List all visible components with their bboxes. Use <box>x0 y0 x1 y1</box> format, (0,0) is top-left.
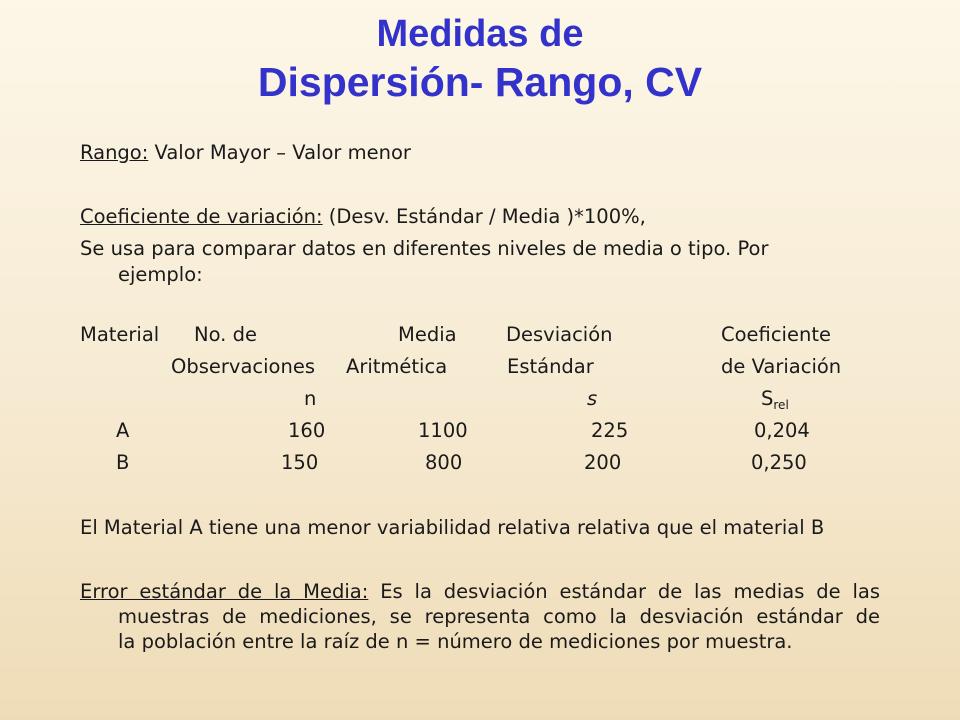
coeficiente-usage-line-2: ejemplo: <box>118 263 203 286</box>
rango-definition <box>80 141 411 165</box>
error-estandar-line-3: la población entre la raíz de n = número de mediciones por muestra. <box>118 630 793 653</box>
row-b-media: 800 <box>425 451 463 474</box>
symbol-srel-base: S <box>761 387 774 410</box>
conclusion-text: El Material A tiene una menor variabilidad relativa relativa que el material B <box>80 516 825 539</box>
symbol-srel <box>761 387 789 417</box>
coeficiente-definition <box>80 205 646 229</box>
header-observaciones-1: No. de <box>194 323 257 346</box>
row-b-cv: 0,250 <box>751 451 807 474</box>
header-coeficiente-2: de Variación <box>721 355 842 378</box>
header-desviacion-1: Desviación <box>506 323 613 346</box>
error-estandar-text: Es la desviación estándar de las medias de las <box>368 580 880 603</box>
row-a-cv: 0,204 <box>754 419 810 442</box>
error-estandar-line-1 <box>80 580 880 604</box>
symbol-srel-sub: rel <box>773 398 789 412</box>
rango-term: Rango: <box>80 141 149 164</box>
symbol-n: n <box>304 387 317 410</box>
row-a-material: A <box>116 419 130 442</box>
header-material: Material <box>80 323 160 346</box>
row-a-s: 225 <box>591 419 629 442</box>
row-a-n: 160 <box>288 419 326 442</box>
title-line-1: Medidas de <box>376 13 584 55</box>
symbol-s: s <box>587 387 598 410</box>
header-coeficiente-1: Coeficiente <box>721 323 831 346</box>
rango-text: Valor Mayor – Valor menor <box>148 141 411 164</box>
coeficiente-usage-line-1: Se usa para comparar datos en diferentes niveles de media o tipo. Por <box>80 237 769 260</box>
row-a-media: 1100 <box>418 419 468 442</box>
header-observaciones-2: Observaciones <box>171 355 315 378</box>
header-media-2: Aritmética <box>346 355 448 378</box>
coeficiente-term: Coeficiente de variación: <box>80 205 323 228</box>
error-estandar-line-2: muestras de mediciones, se representa como la desviación estándar de <box>118 605 880 628</box>
title-line-2: Dispersión- Rango, CV <box>257 59 703 105</box>
header-media-1: Media <box>398 323 457 346</box>
row-b-material: B <box>116 451 130 474</box>
error-estandar-term: Error estándar de la Media: <box>80 580 369 603</box>
slide-title <box>0 10 960 106</box>
row-b-n: 150 <box>281 451 319 474</box>
coeficiente-text: (Desv. Estándar / Media )*100%, <box>322 205 646 228</box>
header-desviacion-2: Estándar <box>507 355 594 378</box>
row-b-s: 200 <box>584 451 622 474</box>
